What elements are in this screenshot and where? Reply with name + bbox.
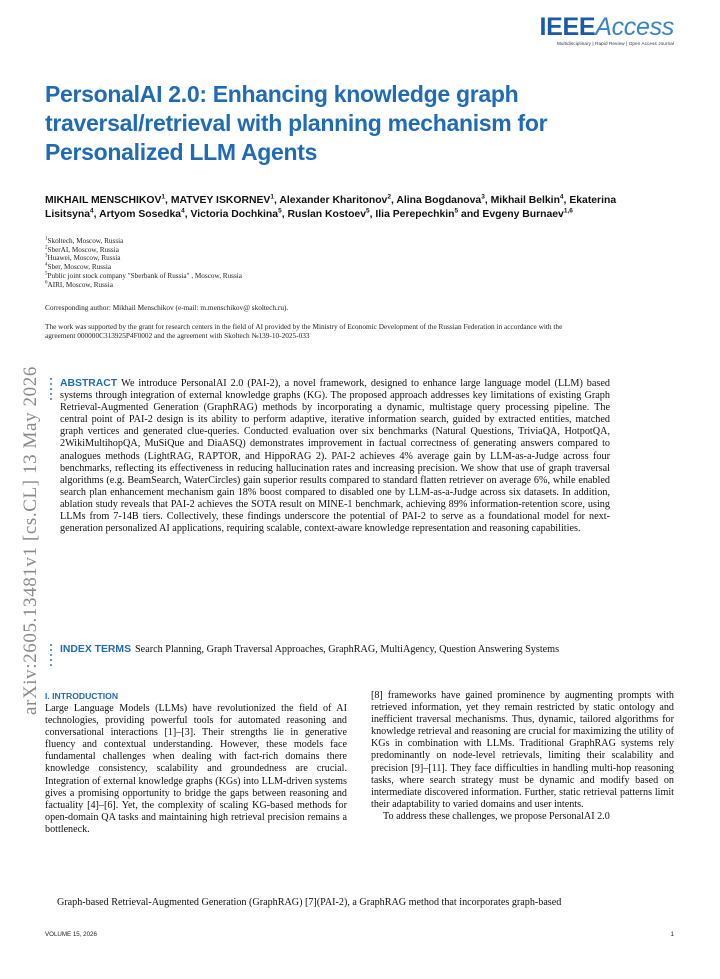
- affiliation-list: [45, 237, 242, 289]
- author-name: MATVEY ISKORNEV: [170, 195, 271, 206]
- author-affiliation-mark: 5: [454, 207, 459, 215]
- intro-spanning-line: [45, 897, 674, 909]
- author-separator: ,: [184, 209, 191, 220]
- author-separator: and: [458, 209, 483, 220]
- affiliation-line: [45, 272, 242, 281]
- affiliation-number: 2: [45, 245, 48, 251]
- author-separator: ,: [281, 209, 288, 220]
- journal-wordmark: [539, 14, 674, 40]
- author-affiliation-mark: 2: [387, 193, 391, 201]
- abstract: [60, 378, 610, 535]
- abstract-marker-dots: [50, 378, 53, 403]
- affiliation-number: 3: [45, 254, 48, 260]
- author-affiliation-mark: 1: [270, 193, 274, 201]
- journal-logo: [539, 14, 674, 46]
- author-separator: ,: [369, 209, 376, 220]
- author-name: Ekaterina Lisitsyna: [45, 195, 617, 220]
- author-affiliation-mark: 1: [161, 193, 166, 201]
- logo-italic-text: Access: [595, 13, 674, 41]
- author-affiliation-mark: 1,6: [563, 207, 573, 215]
- affiliation-number: 1: [45, 236, 48, 242]
- author-separator: ,: [165, 195, 171, 206]
- author-name: Artyom Sosedka: [99, 209, 182, 220]
- author-name: Ilia Perepechkin: [375, 209, 455, 220]
- footer-volume: VOLUME 15, 2026: [45, 931, 97, 938]
- affiliation-line: [45, 254, 242, 263]
- intro-paragraph-3: To address these challenges, we propose PersonalAI 2.0: [383, 810, 610, 822]
- author-name: Ruslan Kostoev: [287, 209, 366, 220]
- intro-paragraph-1: Large Language Models (LLMs) have revolutionized the field of AI technologies, providing powerful tools for automated reasoning and conversational interactions [1]–[3]. Their strengths lie in generative fluency and contextual understanding. However, these models face fundamental challenges when dealing with fact-rich domains there knowledge consistency, scalability and groundedness are crucial. Integration of external knowledge graphs (KGs) into LLM-driven systems gives a promising opportunity to bridge the gaps between reasoning and factuality [4]–[6]. Yet, the complexity of scaling KG-based methods for open-domain QA tasks and maintaining high retrieval precision remains a bottleneck.: [45, 703, 347, 835]
- author-name: Evgeny Burnaev: [482, 209, 564, 220]
- affiliation-number: 6: [45, 280, 48, 286]
- intro-right-column: [371, 690, 674, 823]
- arxiv-stamp: arXiv:2605.13481v1 [cs.CL] 13 May 2026: [20, 366, 41, 715]
- intro-left-column: [45, 703, 347, 836]
- footer-page-number: 1: [670, 931, 674, 938]
- author-affiliation-mark: 4: [181, 207, 185, 215]
- affiliation-text: SberAI, Moscow, Russia: [47, 245, 119, 254]
- intro-spanning-text: Graph-based Retrieval-Augmented Generation (GraphRAG) [7](PAI-2), a GraphRAG method that incorporates graph-based: [57, 897, 562, 908]
- author-affiliation-mark: 4: [90, 207, 94, 215]
- affiliation-text: Skoltech, Moscow, Russia: [47, 237, 124, 245]
- author-separator: ,: [273, 195, 280, 206]
- affiliation-line: [45, 237, 242, 246]
- abstract-heading: ABSTRACT: [60, 378, 118, 389]
- affiliation-number: 5: [45, 271, 48, 277]
- author-name: Alina Bogdanova: [396, 195, 482, 206]
- affiliation-text: Huawei, Moscow, Russia: [47, 254, 121, 263]
- author-name: Alexander Kharitonov: [279, 195, 388, 206]
- intro-paragraph-2: [8] frameworks have gained prominence by augmenting prompts with retrieved information, yet they remain restricted by static ontology and inefficient traversal mechanisms. Thus, dynamic, tailored algorithms for knowledge retrieval and reasoning are crucial for maximizing the utility of KGs in combination with LLMs. Traditional GraphRAG systems rely predominantly on node-level retrievals, limiting their scalability and precision [9]–[11]. They face difficulties in handling multi-hop reasoning tasks, where search strategy must be dynamic and modify based on intermediate discovered information. Further, static retrieval patterns limit their adaptability to varied domains and user intents.: [371, 690, 674, 810]
- affiliation-text: AIRI, Moscow, Russia: [47, 280, 113, 289]
- author-affiliation-mark: 5: [366, 207, 370, 215]
- journal-tagline: Multidisciplinary | Rapid Review | Open Access Journal: [556, 41, 674, 46]
- index-terms-text: Search Planning, Graph Traversal Approaches, GraphRAG, MultiAgency, Question Answering Systems: [135, 644, 560, 655]
- author-list: [45, 194, 635, 222]
- affiliation-line: [45, 281, 242, 290]
- author-affiliation-mark: 4: [559, 193, 564, 201]
- author-name: Mikhail Belkin: [490, 195, 560, 206]
- affiliation-text: Sber, Moscow, Russia: [47, 263, 112, 272]
- author-separator: ,: [93, 209, 100, 220]
- affiliation-line: [45, 263, 242, 272]
- author-separator: ,: [390, 195, 397, 206]
- abstract-text: We introduce PersonalAI 2.0 (PAI-2), a novel framework, designed to enhance large language model (LLM) based systems through integration of external knowledge graphs (KG). The proposed approach addresses key limitations of existing Graph Retrieval-Augmented Generation (GraphRAG) methods by incorporating a dynamic, multistage query processing pipeline. The central point of PAI-2 design is its ability to perform adaptive, iterative information search, guided by extracted entities, matched graph vertices and generated clue-queries. Conducted evaluation over six benchmarks (Natural Questions, TriviaQA, HotpotQA, 2WikiMultihopQA, MuSiQue and DiaASQ) demonstrates improvement in factual correctness of generating answers compared to analogues methods (LightRAG, RAPTOR, and HippoRAG 2). PAI-2 achieves 4% average gain by LLM-as-a-Judge across four benchmarks, reflecting its effectiveness in reducing hallucination rates and increasing precision. We show that use of graph traversal algorithms (e.g. BeamSearch, WaterCircles) gain superior results compared to standard flatten retriever on average 6%, while enabled search plan enhancement mechanism gain 18% boost compared to disabled one by LLM-as-a-Judge across six datasets. In addition, ablation study reveals that PAI-2 achieves the SOTA result on MINE-1 benchmark, achieving 89% information-retention score, using LLMs from 7-14B tiers. Collectively, these findings underscore the potential of PAI-2 to serve as a foundational model for next-generation personalized AI applications, requiring scalable, context-aware knowledge representation and reasoning capabilities.: [60, 378, 610, 535]
- corresponding-author: Corresponding author: Mikhail Menschikov (e-mail: m.menschikov@ skoltech.ru).: [45, 303, 289, 312]
- index-terms: [60, 644, 610, 656]
- affiliation-text: Public joint stock company "Sberbank of Russia" , Moscow, Russia: [47, 271, 242, 280]
- index-terms-marker-dots: [50, 644, 53, 669]
- author-affiliation-mark: 3: [481, 193, 485, 201]
- funding-note: The work was supported by the grant for research centers in the field of AI provided by the Ministry of Economic Development of the Russian Federation in accordance with the agreement 000000C313925P4F0002 and the agreement with Skoltech №139-10-2025-033: [45, 322, 563, 340]
- author-separator: ,: [563, 195, 570, 206]
- author-separator: ,: [484, 195, 491, 206]
- author-name: Victoria Dochkina: [190, 209, 279, 220]
- paper-title: PersonalAI 2.0: Enhancing knowledge graph traversal/retrieval with planning mechanism for Personalized LLM Agents: [45, 81, 548, 165]
- index-terms-heading: INDEX TERMS: [60, 644, 132, 655]
- author-name: MIKHAIL MENSCHIKOV: [45, 195, 162, 206]
- author-affiliation-mark: 5: [278, 207, 282, 215]
- logo-bold-text: IEEE: [539, 13, 596, 41]
- affiliation-number: 4: [45, 262, 48, 268]
- section-heading-introduction: I. INTRODUCTION: [45, 691, 119, 701]
